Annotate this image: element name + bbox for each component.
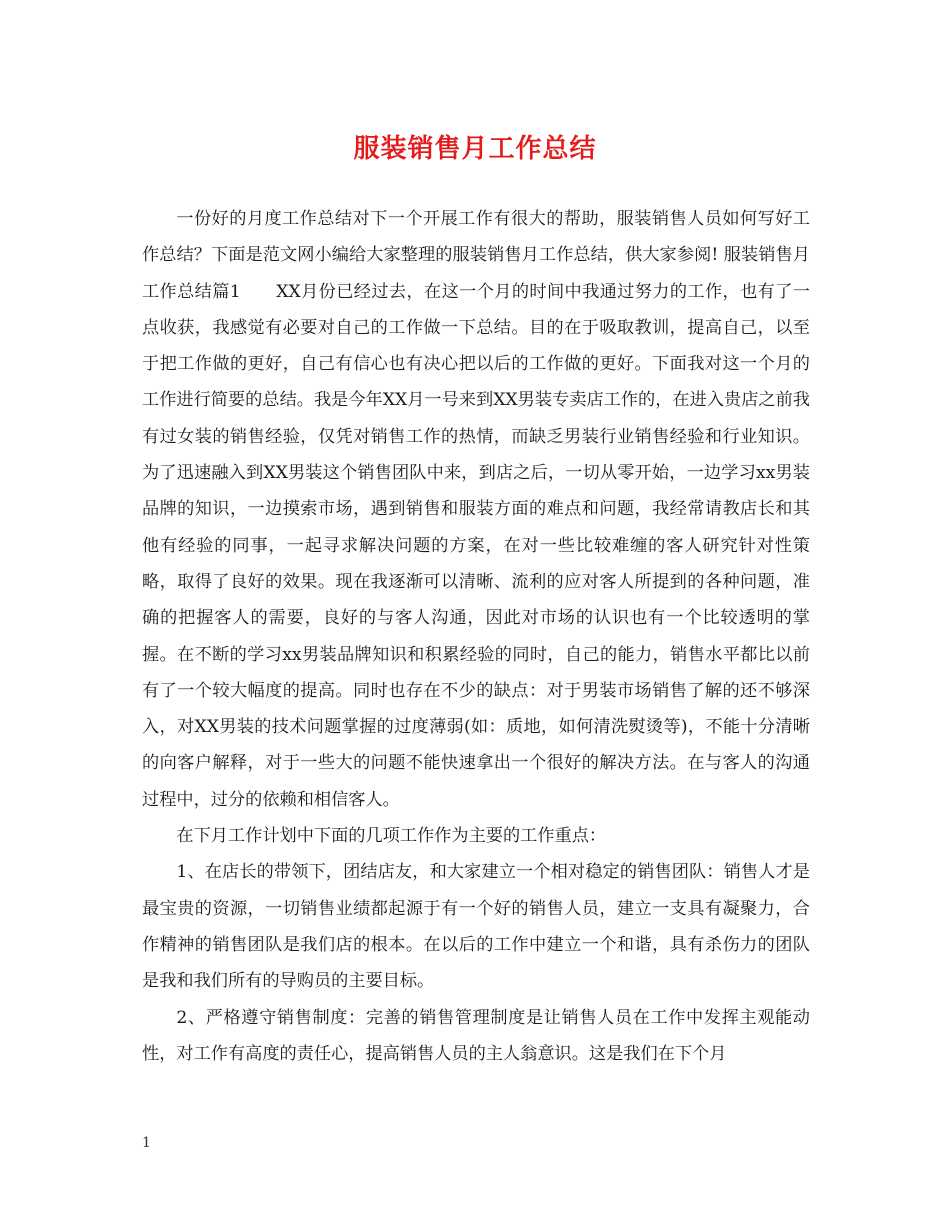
document-title: 服装销售月工作总结 <box>353 134 597 164</box>
paragraph-item-2: 2、严格遵守销售制度：完善的销售管理制度是让销售人员在工作中发挥主观能动性，对工作有高度的责任心，提高销售人员的主人翁意识。这是我们在下个月 <box>142 1007 810 1064</box>
paragraph-intro: 一份好的月度工作总结对下一个开展工作有很大的帮助，服装销售人员如何写好工作总结？下面是范文网小编给大家整理的服装销售月工作总结，供大家参阅! 服装销售月工作总结篇1 XX月份已经过去，在这一个月的时间中我通过努力的工作，也有了一点收获，我感觉有必要对自己的工作做一下总结。目的在于吸取教训，提高自己，以至于把工作做的更好，自己有信心也有决心把以后的工作做的更好。下面我对这一个月的工作进行简要的总结。我是今年XX月一号来到XX男装专卖店工作的，在进入贵店之前我有过女装的销售经验，仅凭对销售工作的热情，而缺乏男装行业销售经验和行业知识。为了迅速融入到XX男装这个销售团队中来，到店之后，一切从零开始，一边学习xx男装品牌的知识，一边摸索市场，遇到销售和服装方面的难点和问题，我经常请教店长和其他有经验的同事，一起寻求解决问题的方案，在对一些比较难缠的客人研究针对性策略，取得了良好的效果。现在我逐渐可以清晰、流利的应对客人所提到的各种问题，准确的把握客人的需要，良好的与客人沟通，因此对市场的认识也有一个比较透明的掌握。在不断的学习xx男装品牌知识和积累经验的同时，自己的能力，销售水平都比以前有了一个较大幅度的提高。同时也存在不少的缺点：对于男装市场销售了解的还不够深入，对XX男装的技术问题掌握的过度薄弱(如：质地，如何清洗熨烫等)，不能十分清晰的向客户解释，对于一些大的问题不能快速拿出一个很好的解决方法。在与客人的沟通过程中，过分的依赖和相信客人。 <box>142 209 810 810</box>
page-number: 1 <box>142 1135 151 1151</box>
paragraph-item-1: 1、在店长的带领下，团结店友，和大家建立一个相对稳定的销售团队：销售人才是最宝贵的资源，一切销售业绩都起源于有一个好的销售人员，建立一支具有凝聚力，合作精神的销售团队是我们店的根本。在以后的工作中建立一个和谐，具有杀伤力的团队是我和我们所有的导购员的主要目标。 <box>142 862 810 992</box>
paragraph-plan-heading: 在下月工作计划中下面的几项工作作为主要的工作重点： <box>176 826 607 847</box>
document-body <box>142 201 810 1072</box>
